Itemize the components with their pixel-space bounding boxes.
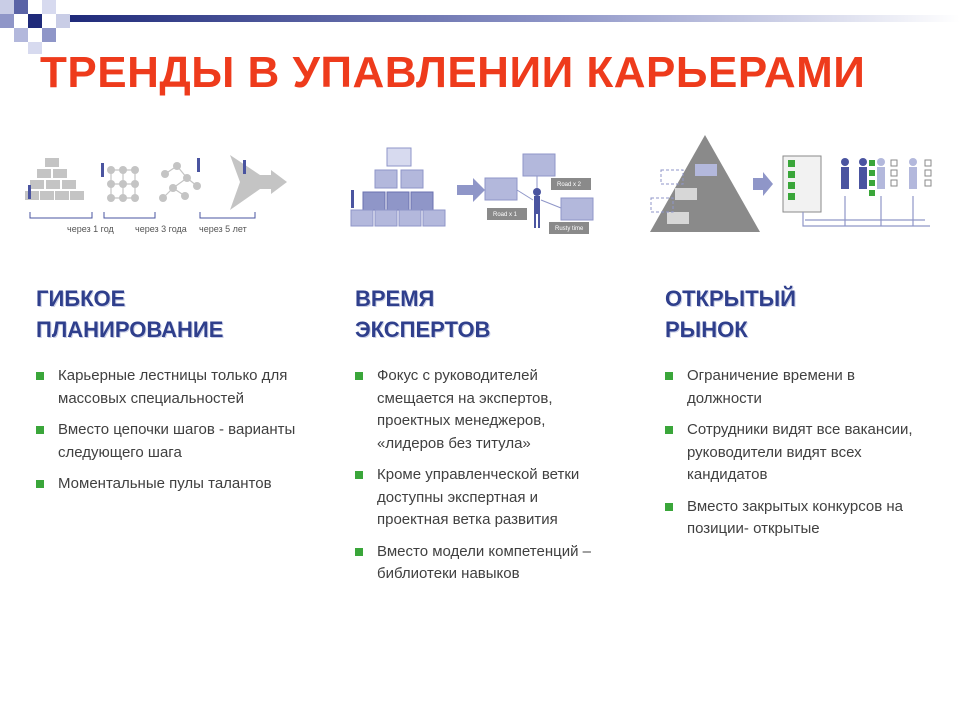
- bullet-square-icon: [665, 426, 673, 434]
- list-item: [355, 464, 605, 532]
- experts-illustration: [345, 130, 600, 240]
- list-item-text: Вместо закрытых конкурсов на позиции- открытые: [687, 497, 903, 537]
- bullet-square-icon: [36, 426, 44, 434]
- bullet-square-icon: [355, 372, 363, 380]
- heading-line2: РЫНОК: [665, 317, 748, 342]
- heading-open-market: [665, 283, 925, 345]
- list-item: [36, 365, 306, 410]
- label-road-x1: Road x 1: [493, 212, 518, 218]
- bullet-list: [355, 365, 605, 586]
- label-road-x2: Road x 2: [557, 182, 582, 188]
- list-item-text: Кроме управленческой ветки доступны экспертная и проектная ветка развития: [377, 466, 580, 528]
- column-flexible-planning: [36, 283, 306, 505]
- list-item-text: Моментальные пулы талантов: [58, 475, 272, 492]
- list-item-text: Ограничение времени в должности: [687, 367, 855, 407]
- list-item-text: Карьерные лестницы только для массовых специальностей: [58, 367, 288, 407]
- heading-line1: ГИБКОЕ: [36, 286, 126, 311]
- heading-experts-time: [355, 283, 605, 345]
- open-market-illustration: [645, 130, 945, 240]
- caption-3-years: через 3 года: [135, 224, 187, 234]
- bullet-square-icon: [355, 471, 363, 479]
- column-open-market: [665, 283, 925, 550]
- list-item: [665, 365, 925, 410]
- heading-flexible-planning: [36, 283, 306, 345]
- heading-line2: ПЛАНИРОВАНИЕ: [36, 317, 224, 342]
- flexible-planning-illustration: [25, 130, 300, 240]
- bullet-list: [36, 365, 306, 496]
- list-item: [665, 496, 925, 541]
- column-experts-time: [355, 283, 605, 595]
- bullet-square-icon: [36, 372, 44, 380]
- bullet-square-icon: [36, 480, 44, 488]
- label-rusty-time: Rusty time: [555, 226, 584, 232]
- bullet-square-icon: [665, 503, 673, 511]
- slide-title: ТРЕНДЫ В УПАВЛЕНИИ КАРЬЕРАМИ: [40, 48, 866, 97]
- list-item-text: Вместо модели компетенций – библиотеки навыков: [377, 542, 591, 582]
- bullet-square-icon: [665, 372, 673, 380]
- heading-line1: ОТКРЫТЫЙ: [665, 286, 796, 311]
- bullet-square-icon: [355, 548, 363, 556]
- heading-line1: ВРЕМЯ: [355, 286, 435, 311]
- heading-line2: ЭКСПЕРТОВ: [355, 317, 491, 342]
- caption-1-year: через 1 год: [67, 224, 114, 234]
- caption-5-years: через 5 лет: [199, 224, 247, 234]
- list-item: [665, 419, 925, 487]
- bullet-list: [665, 365, 925, 541]
- list-item-text: Вместо цепочки шагов - варианты следующего шага: [58, 421, 296, 461]
- list-item: [355, 541, 605, 586]
- list-item: [36, 419, 306, 464]
- list-item-text: Фокус с руководителей смещается на экспертов, проектных менеджеров, «лидеров без титула»: [377, 367, 553, 452]
- list-item: [355, 365, 605, 455]
- list-item: [36, 473, 306, 496]
- list-item-text: Сотрудники видят все вакансии, руководители видят всех кандидатов: [687, 421, 913, 483]
